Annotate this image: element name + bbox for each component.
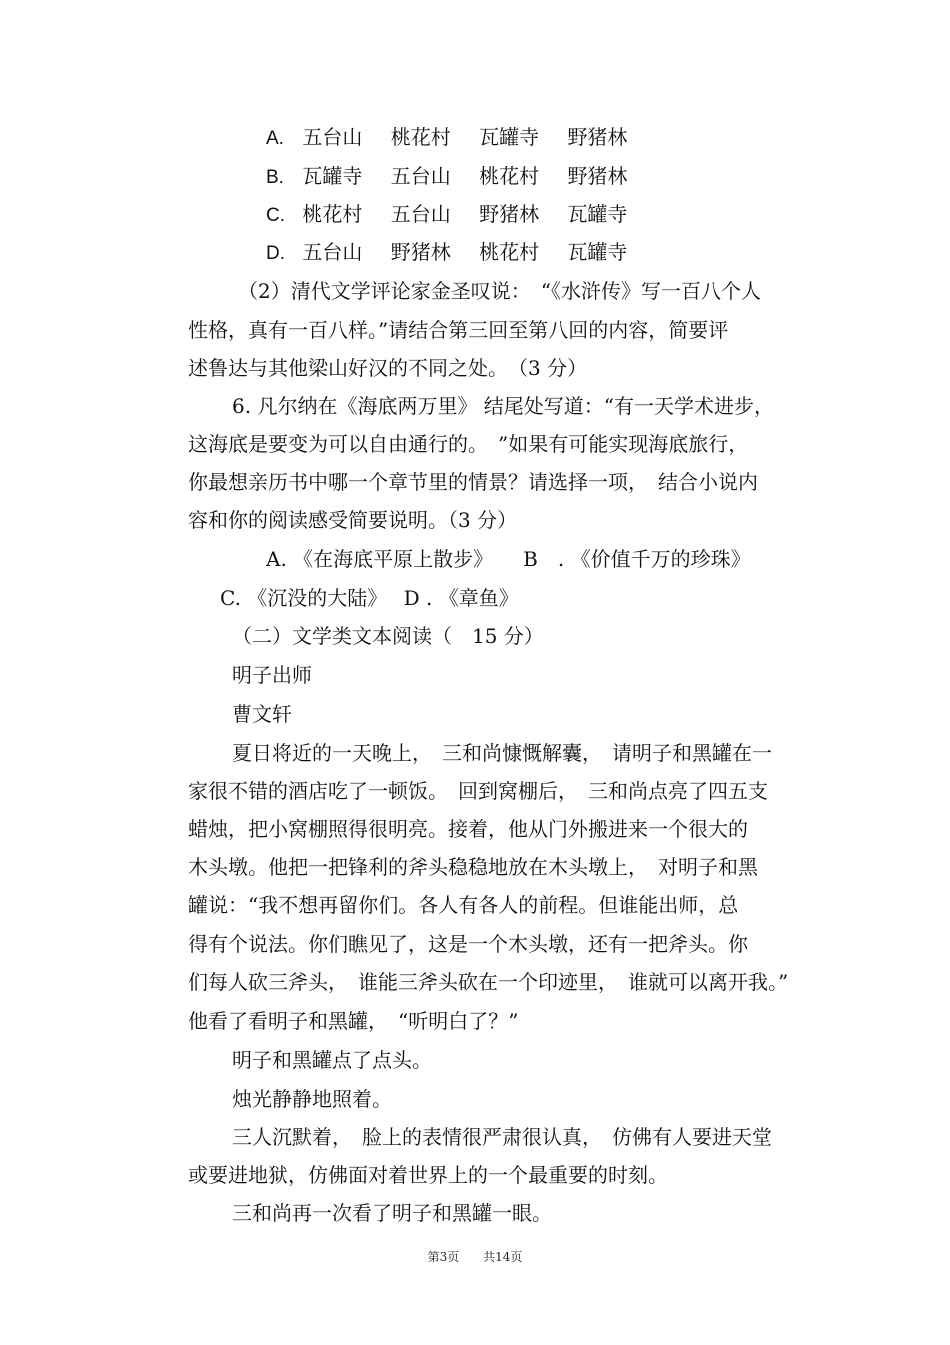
option-place: 野猪林	[567, 125, 628, 149]
story-line: 三和尚再一次看了明子和黑罐一眼。	[232, 1201, 552, 1225]
option-place: 瓦罐寺	[302, 164, 363, 188]
option-place: 五台山	[390, 202, 451, 226]
option-place: 桃花村	[390, 125, 451, 149]
question-text-line: （2）清代文学评论家金圣叹说： “《水浒传》写一百八个人	[238, 279, 761, 303]
story-line: 或要进地狱，仿佛面对着世界上的一个最重要的时刻。	[188, 1163, 668, 1187]
story-author: 曹文轩	[232, 702, 292, 726]
question-text-line: 6. 凡尔纳在《海底两万里》 结尾处写道：“有一天学术进步，	[232, 394, 775, 418]
option-row-d	[266, 239, 649, 267]
option-place: 瓦罐寺	[479, 125, 540, 149]
story-line: 明子和黑罐点了点头。	[232, 1048, 432, 1072]
option-place: 野猪林	[390, 240, 451, 264]
page-total: 共14页	[483, 1250, 523, 1264]
story-line: 夏日将近的一天晚上， 三和尚慷慨解囊， 请明子和黑罐在一	[232, 741, 772, 765]
option-place: 桃花村	[479, 240, 540, 264]
option-row-a	[266, 124, 649, 152]
page-footer	[0, 1248, 950, 1265]
story-line: 三人沉默着， 脸上的表情很严肃很认真， 仿佛有人要进天堂	[232, 1125, 772, 1149]
story-line: 家很不错的酒店吃了一顿饭。 回到窝棚后， 三和尚点亮了四五支	[188, 779, 768, 803]
option-place: 桃花村	[479, 164, 540, 188]
story-title: 明子出师	[232, 663, 312, 687]
page-number: 第3页	[427, 1250, 460, 1264]
story-line: 他看了看明子和黑罐， “听明白了？”	[188, 1009, 519, 1033]
question-text-line: 容和你的阅读感受简要说明。（3 分）	[188, 508, 518, 532]
question-text-line: 述鲁达与其他梁山好汉的不同之处。 （3 分）	[188, 356, 588, 380]
option-place: 瓦罐寺	[567, 202, 628, 226]
option-place: 五台山	[390, 164, 451, 188]
option-row-c	[266, 201, 649, 229]
story-line: 烛光静静地照着。	[232, 1087, 392, 1111]
option-letter: B.	[266, 167, 284, 188]
story-line: 蜡烛，把小窝棚照得很明亮。接着，他从门外搬进来一个很大的	[188, 817, 748, 841]
option-place: 五台山	[302, 125, 363, 149]
story-line: 罐说：“我不想再留你们。各人有各人的前程。但谁能出师，总	[188, 893, 739, 917]
story-line: 们每人砍三斧头， 谁能三斧头砍在一个印迹里， 谁就可以离开我。”	[188, 970, 789, 994]
option-letter: C.	[266, 205, 285, 226]
option-place: 野猪林	[567, 164, 628, 188]
option-place: 五台山	[302, 240, 363, 264]
option-place: 桃花村	[302, 202, 363, 226]
question-text-line: 性格，真有一百八样。”请结合第三回至第八回的内容，简要评	[188, 318, 729, 342]
section-heading: （二）文学类文本阅读（ 15 分）	[232, 624, 544, 648]
option-letter: D.	[266, 243, 285, 264]
story-line: 得有个说法。你们瞧见了，这是一个木头墩，还有一把斧头。你	[188, 932, 748, 956]
question-options-line: C. 《沉没的大陆》 D . 《章鱼》	[220, 586, 519, 610]
question-text-line: 这海底是要变为可以自由通行的。 ”如果有可能实现海底旅行，	[188, 432, 749, 456]
option-place: 野猪林	[479, 202, 540, 226]
question-options-line: A. 《在海底平原上散步》 B . 《价值千万的珍珠》	[266, 547, 751, 571]
question-text-line: 你最想亲历书中哪一个章节里的情景？请选择一项， 结合小说内	[188, 470, 758, 494]
story-line: 木头墩。他把一把锋利的斧头稳稳地放在木头墩上， 对明子和黑	[188, 855, 758, 879]
option-letter: A.	[266, 128, 284, 149]
option-row-b	[266, 163, 649, 191]
option-place: 瓦罐寺	[567, 240, 628, 264]
